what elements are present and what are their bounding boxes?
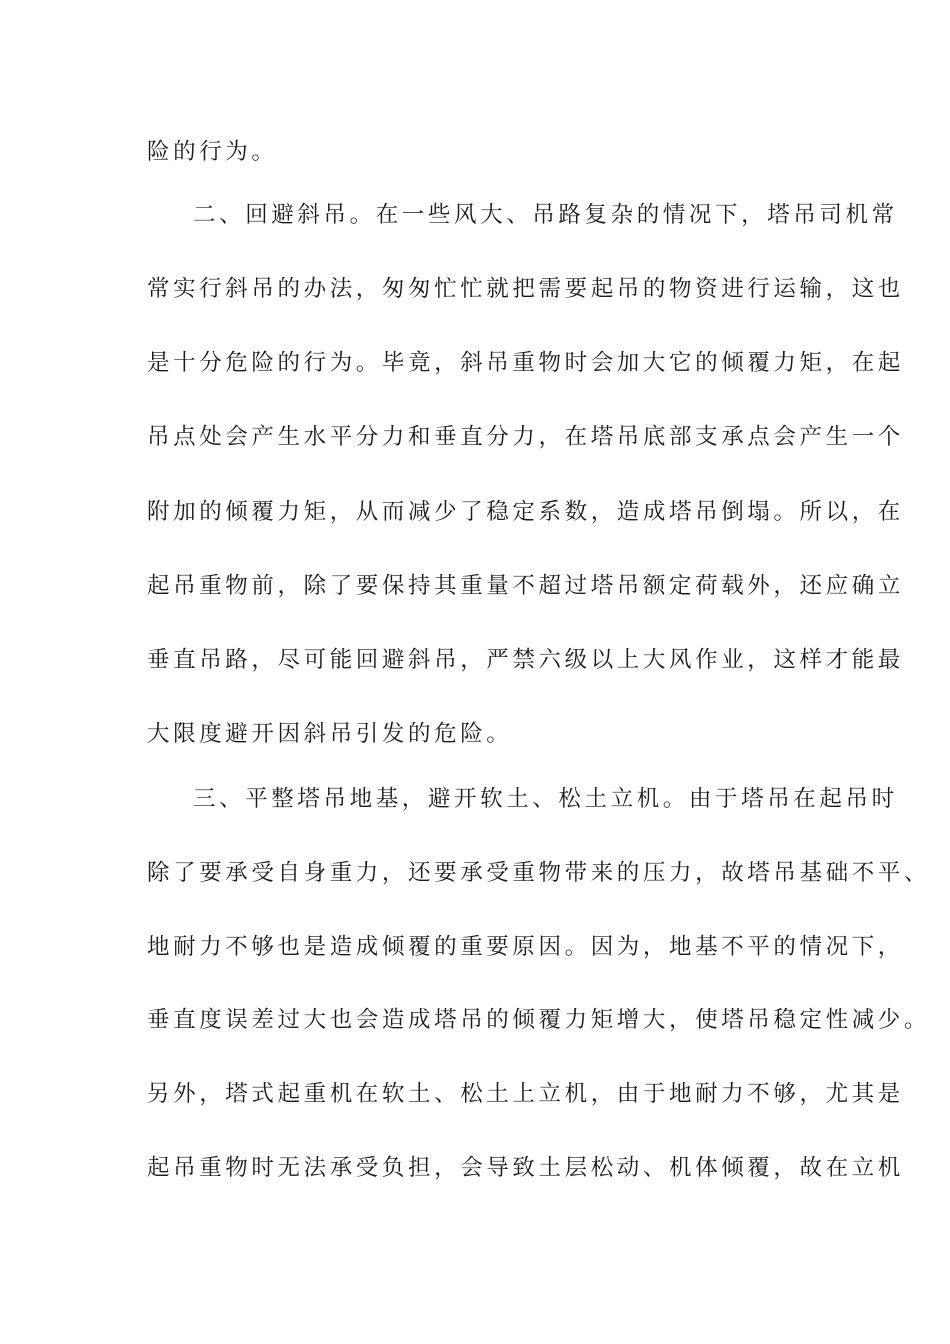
text-line: 起吊重物时无法承受负担，会导致土层松动、机体倾覆，故在立机 — [147, 1155, 904, 1181]
text-line: 除了要承受自身重力，还要承受重物带来的压力，故塔吊基础不平、 — [147, 860, 931, 886]
text-line: 险的行为。 — [147, 139, 278, 165]
paragraph-start-line: 三、平整塔吊地基，避开软土、松土立机。由于塔吊在起吊时 — [193, 786, 898, 812]
text-line: 垂直度误差过大也会造成塔吊的倾覆力矩增大，使塔吊稳定性减少。 — [147, 1007, 931, 1033]
text-line: 地耐力不够也是造成倾覆的重要原因。因为，地基不平的情况下， — [147, 934, 904, 960]
text-line: 吊点处会产生水平分力和垂直分力，在塔吊底部支承点会产生一个 — [147, 424, 904, 450]
text-line: 另外，塔式起重机在软土、松土上立机，由于地耐力不够，尤其是 — [147, 1081, 904, 1107]
text-line: 是十分危险的行为。毕竟，斜吊重物时会加大它的倾覆力矩，在起 — [147, 350, 904, 376]
text-line: 常实行斜吊的办法，匆匆忙忙就把需要起吊的物资进行运输，这也 — [147, 276, 904, 302]
text-line: 起吊重物前，除了要保持其重量不超过塔吊额定荷载外，还应确立 — [147, 573, 904, 599]
paragraph-start-line: 二、回避斜吊。在一些风大、吊路复杂的情况下，塔吊司机常 — [193, 202, 898, 228]
text-line: 垂直吊路，尽可能回避斜吊，严禁六级以上大风作业，这样才能最 — [147, 647, 904, 673]
text-line: 大限度避开因斜吊引发的危险。 — [147, 721, 513, 747]
text-line: 附加的倾覆力矩，从而减少了稳定系数，造成塔吊倒塌。所以，在 — [147, 499, 904, 525]
